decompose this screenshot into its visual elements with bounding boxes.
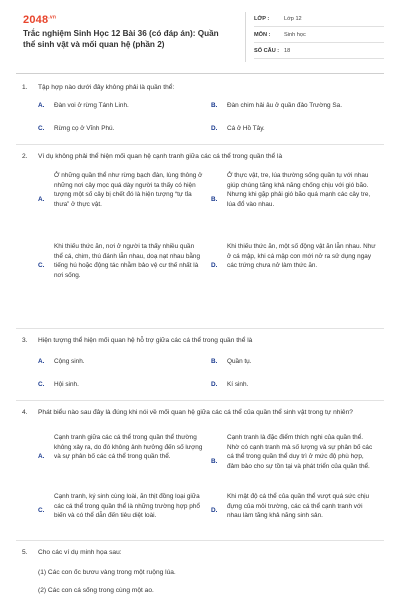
meta-class: LỚP : Lớp 12 [254, 13, 384, 27]
question-divider [16, 144, 384, 145]
question-divider [16, 400, 384, 401]
meta-question-count: SỐ CÂU : 18 [254, 45, 384, 59]
question-divider [16, 328, 384, 329]
question-divider [16, 540, 384, 541]
page: $2048^{.vn}$ Trắc nghiệm Sinh Học 12 Bài 36 (có đáp án): Quần thể sinh vật và mối quan hệ (phần 2) LỚP : Lớp 12 MÔN : Sinh học SỐ CÂU : 18 1. Tập hợp nào dưới đây không phải là quần thể: A. Đàn voi ở rừng Tánh Linh. B. Đàn chim hải âu ở quần đảo Trường Sa. C. Rừng cọ ở Vĩnh Phú. D. Cá ở Hồ Tây. 2. Ví dụ không phải thể hiện mối quan hệ cạnh tranh giữa các cá thể trong quần thể là A. Ở những quần thể như rừng bạch đàn, lùng thông ở những nơi cây mọc quá dày người ta thấy có hiện tượng một số cây bị chết đó là hiện tượng “tự tỉa thưa” ở thực vật. B. Ở thực vật, tre, lúa thường sống quần tụ với nhau giúp chúng tăng khả năng chống chịu với gió bão. Nhưng khi gặp phải gió bão quá mạnh các cây tre, lúa đổ vào nhau. C. Khi thiếu thức ăn, nơi ở người ta thấy nhiều quần thể cá, chim, thú đánh lẫn nhau, doạ nạt nhau bằng tiếng hú hoặc động tác nhằm bảo vệ cư thế nhất là nơi sống. D. Khi thiếu thức ăn, một số động vật ăn lẫn nhau. Như ở cá mập, khi cá mập con mới nở ra sử dụng ngay các trứng chưa nở làm thức ăn. 3. Hiện tượng thể hiện mối quan hệ hỗ trợ giữa các cá thể trong quần thể là A. Cộng sinh. B. Quần tụ. C. Hội sinh. D. Kí sinh. 4. Phát biểu nào sau đây là đúng khi nói về mối quan hệ giữa các cá thể của quần thể sinh vật trong tự nhiên? A. Cạnh tranh giữa các cá thể trong quần thể thường không xảy ra, do đó không ảnh hưởng đến số lượng và sự phân bố các cá thể trong quần thể. B. Cạnh tranh là đặc điểm thích nghi của quần thể. Nhờ có cạnh tranh mà số lượng và sự phân bố các cá thể trong quần thể duy trì ở mức độ phù hợp, đảm bảo cho sự tồn tại và phát triển của quần thể. C. Cạnh tranh, ký sinh cùng loài, ăn thịt đồng loại giữa các cá thể trong quần thể là những trường hợp phổ biến và có thể dẫn đến tiêu diệt loài. D. Khi mật độ cá thể của quần thể vượt quá sức chịu đựng của môi trường, các cá thể cạnh tranh với nhau làm tăng khả năng sinh sản. 5. Cho các ví dụ minh họa sau: (1) Các con ốc bươu vàng trong một ruộng lúa. (2) Các con cá sống trong cùng một ao. [0, 0, 400, 600]
site-logo[interactable]: $2048^{.vn}$ [23, 14, 57, 26]
header [0, 0, 400, 66]
header-rule [16, 73, 384, 74]
page-title: Trắc nghiệm Sinh Học 12 Bài 36 (có đáp án): Quần thể sinh vật và mối quan hệ (phần 2) [23, 29, 219, 49]
header-divider [245, 12, 246, 62]
meta-subject: MÔN : Sinh học [254, 29, 384, 43]
